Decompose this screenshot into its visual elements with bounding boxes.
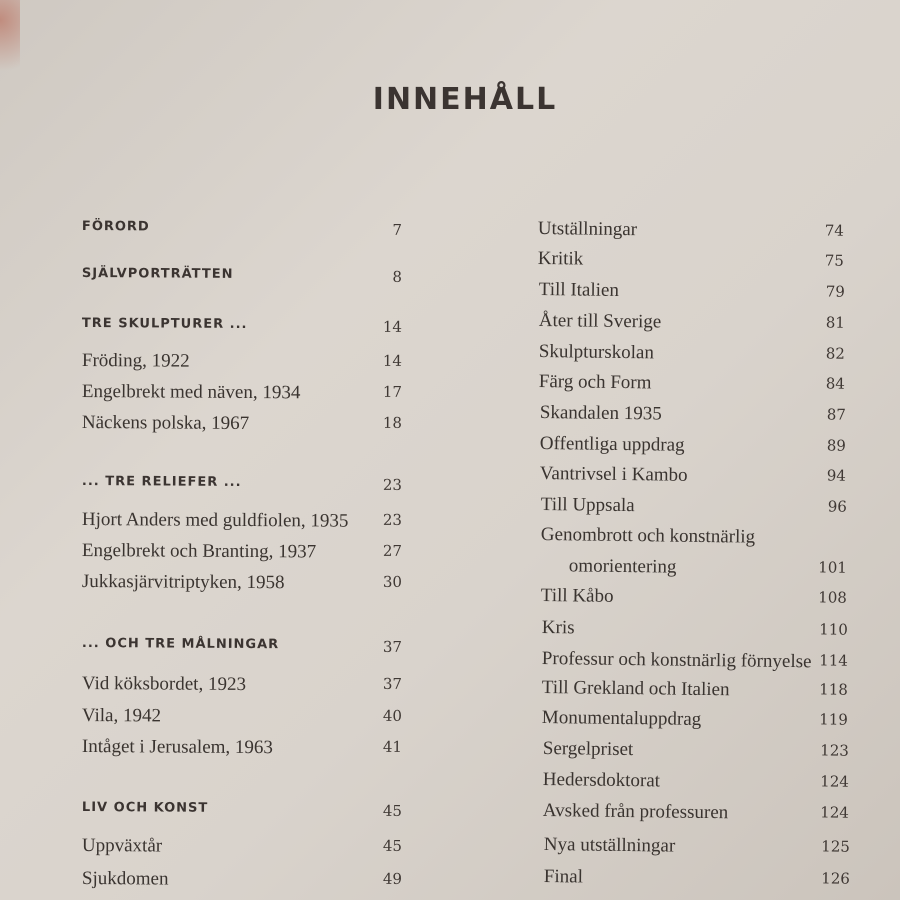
entry-page-number: 101 [818, 558, 847, 577]
right-toc-entry [540, 463, 846, 491]
entry-page-number: 108 [818, 588, 847, 607]
left-toc-entry [82, 350, 402, 376]
left-toc-entry [82, 736, 402, 762]
entry-page-number: 89 [826, 436, 846, 455]
right-toc-entry [540, 402, 846, 430]
entry-page-number: 110 [819, 620, 848, 639]
right-toc-entry [541, 494, 847, 522]
left-toc-entry [82, 266, 402, 292]
entry-title: Åter till Sverige [538, 310, 662, 333]
entry-title: Vila, 1942 [81, 705, 162, 727]
entry-page-number: 81 [825, 313, 845, 332]
entry-title: Offentliga uppdrag [539, 433, 685, 456]
right-toc-entry [541, 524, 847, 552]
right-toc-entry [538, 248, 844, 276]
entry-page-number: 30 [382, 572, 402, 591]
page-edge-shadow [0, 0, 20, 90]
entry-title: Final [543, 866, 584, 888]
right-toc-entry [544, 834, 850, 862]
entry-page-number: 124 [820, 772, 849, 791]
entry-title: Sjukdomen [81, 868, 169, 890]
left-toc-entry [82, 800, 402, 826]
entry-title: FÖRORD [81, 219, 150, 235]
left-toc-entry [82, 835, 402, 861]
entry-title: Sergelpriset [542, 738, 634, 761]
entry-page-number: 45 [382, 836, 402, 855]
entry-page-number: 40 [382, 706, 402, 725]
entry-page-number: 87 [826, 405, 846, 424]
right-toc-entry [541, 555, 847, 583]
entry-page-number: 49 [382, 869, 402, 888]
entry-title: Färg och Form [538, 371, 652, 394]
page-title: INNEHÅLL [372, 82, 558, 117]
entry-title: Jukkasjärvitriptyken, 1958 [81, 571, 285, 594]
entry-title: SJÄLVPORTRÄTTEN [81, 266, 234, 282]
entry-title: Avsked från professuren [542, 800, 729, 824]
entry-title: Engelbrekt och Branting, 1937 [81, 540, 317, 563]
left-toc-entry [82, 219, 402, 245]
entry-page-number: 18 [382, 413, 402, 432]
entry-page-number: 27 [382, 541, 402, 560]
entry-page-number: 23 [382, 510, 402, 529]
entry-title: Till Grekland och Italien [541, 677, 730, 701]
entry-title: Monumentaluppdrag [541, 707, 702, 730]
entry-title: Vantrivsel i Kambo [539, 463, 688, 486]
entry-page-number: 37 [382, 637, 402, 656]
entry-title: Skandalen 1935 [539, 402, 662, 425]
entry-page-number: 118 [819, 680, 848, 699]
left-toc-entry [82, 381, 402, 407]
right-toc-entry [543, 769, 849, 797]
right-toc-entry [544, 866, 850, 894]
entry-page-number: 96 [827, 497, 847, 516]
right-toc-entry [542, 648, 848, 676]
entry-page-number: 14 [382, 317, 402, 336]
left-toc-entry [82, 474, 402, 500]
entry-title: ... TRE RELIEFER ... [81, 474, 242, 490]
entry-title: Kritik [537, 248, 584, 270]
entry-title: Uppväxtår [81, 835, 163, 857]
entry-page-number: 79 [825, 282, 845, 301]
right-toc-entry [539, 371, 845, 399]
entry-title: Utställningar [537, 218, 638, 241]
entry-page-number: 125 [821, 837, 850, 856]
entry-title: Genombrott och konstnärlig [540, 524, 756, 548]
right-toc-entry [538, 218, 844, 246]
right-toc-entry [539, 279, 845, 307]
entry-title: omorientering [568, 555, 677, 578]
right-toc-entry [542, 617, 848, 645]
right-toc-entry [540, 433, 846, 461]
entry-title: Hjort Anders med guldfiolen, 1935 [81, 509, 349, 532]
entry-page-number: 41 [382, 737, 402, 756]
left-toc-entry [82, 705, 402, 731]
left-toc-entry [82, 412, 402, 438]
entry-page-number: 94 [826, 466, 846, 485]
left-toc-entry [82, 509, 402, 535]
right-toc-entry [541, 585, 847, 613]
entry-title: Till Italien [538, 279, 620, 301]
entry-title: Nya utställningar [543, 834, 676, 857]
left-toc-entry [82, 868, 402, 894]
left-toc-entry [82, 540, 402, 566]
entry-title: ... OCH TRE MÅLNINGAR [81, 636, 280, 653]
right-toc-entry [542, 677, 848, 705]
right-toc-entry [543, 738, 849, 766]
entry-title: Skulpturskolan [538, 341, 655, 364]
entry-title: Hedersdoktorat [542, 769, 661, 792]
entry-title: Till Uppsala [540, 494, 635, 517]
entry-title: Kris [541, 617, 575, 639]
entry-page-number: 124 [820, 803, 849, 822]
entry-page-number: 75 [824, 251, 844, 270]
right-toc-entry [542, 707, 848, 735]
right-toc-entry [539, 310, 845, 338]
entry-page-number: 114 [819, 651, 848, 670]
entry-page-number: 74 [824, 221, 844, 240]
entry-title: Intåget i Jerusalem, 1963 [81, 736, 274, 759]
entry-page-number: 14 [382, 351, 402, 370]
entry-page-number: 17 [382, 382, 402, 401]
entry-title: Fröding, 1922 [81, 350, 190, 372]
entry-page-number: 45 [382, 801, 402, 820]
left-toc-entry [82, 316, 402, 342]
entry-page-number: 123 [820, 741, 849, 760]
left-toc-entry [82, 571, 402, 597]
entry-page-number: 37 [382, 674, 402, 693]
entry-page-number: 82 [825, 344, 845, 363]
right-toc-entry [539, 341, 845, 369]
entry-title: Engelbrekt med näven, 1934 [81, 381, 301, 404]
entry-page-number: 7 [392, 220, 402, 239]
left-toc-entry [82, 673, 402, 699]
entry-title: Till Kåbo [540, 585, 614, 607]
entry-title: Vid köksbordet, 1923 [81, 673, 247, 696]
entry-title: TRE SKULPTURER ... [81, 316, 248, 333]
entry-page-number: 23 [382, 475, 402, 494]
entry-page-number: 126 [821, 869, 850, 888]
entry-title: Näckens polska, 1967 [81, 412, 250, 435]
entry-page-number: 84 [825, 374, 845, 393]
entry-title: Professur och konstnärlig förnyelse [541, 648, 812, 673]
entry-title: LIV OCH KONST [81, 800, 209, 816]
right-toc-entry [543, 800, 849, 828]
entry-page-number: 8 [392, 267, 402, 286]
left-toc-entry [82, 636, 402, 662]
entry-page-number: 119 [819, 710, 848, 729]
